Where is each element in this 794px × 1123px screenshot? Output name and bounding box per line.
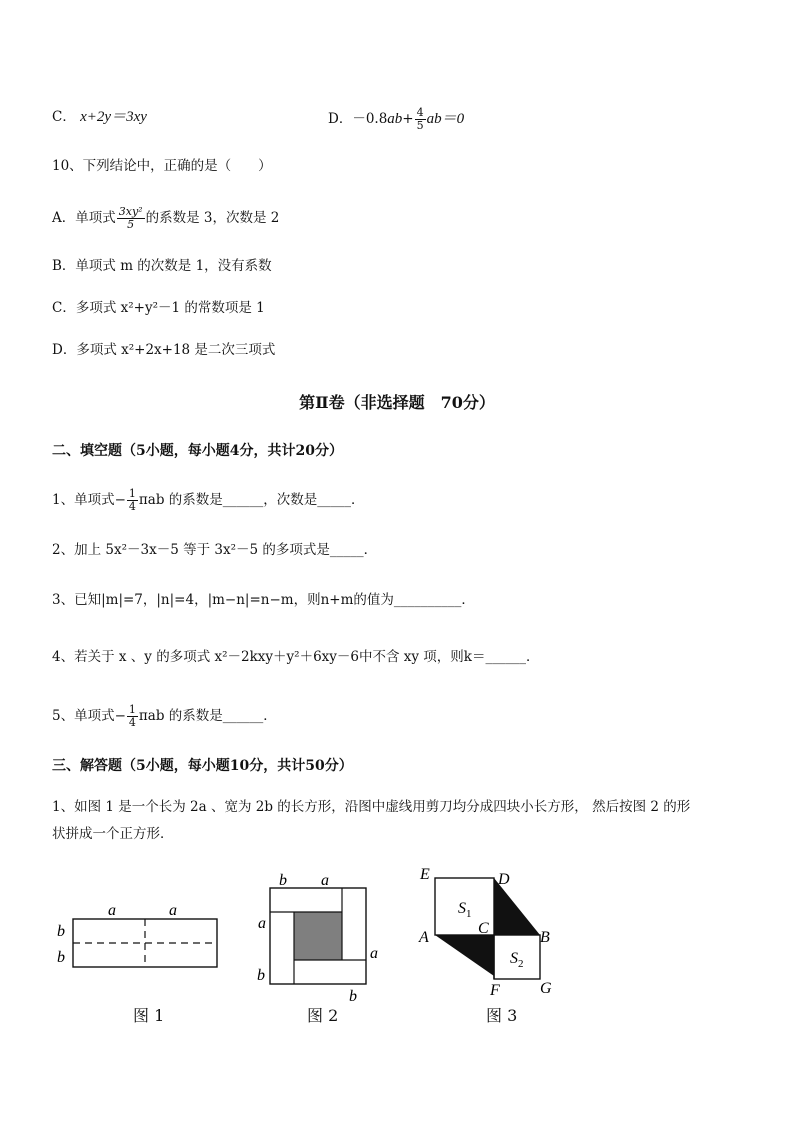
fig1-caption: 图 1 xyxy=(133,1006,165,1025)
fig3-caption: 图 3 xyxy=(486,1006,518,1025)
s2-q1-suffix: πab 的系数是______，次数是_____． xyxy=(138,492,365,508)
q9-d-ab1: ab xyxy=(387,111,403,127)
section2-title: 二、填空题（5小题，每小题4分，共计20分） xyxy=(52,443,343,459)
q10-option-d: D．多项式 x²+2x+18 是二次三项式 xyxy=(52,342,276,358)
fig3-left-triangle xyxy=(435,935,494,976)
fig2-label-a-left: a xyxy=(258,915,266,932)
q10-stem: 10、下列结论中，正确的是（ ） xyxy=(52,158,272,174)
s2-q1-numerator: 1 xyxy=(128,487,136,500)
figure-1 xyxy=(50,895,230,975)
fig3-label-a: A xyxy=(419,929,429,946)
s2-q5-denominator: 4 xyxy=(128,716,136,729)
fig2-label-a-right: a xyxy=(370,945,378,962)
s2-q4: 4、若关于 x 、y 的多项式 x²－2kxy＋y²＋6xy－6中不含 xy 项，则k＝______． xyxy=(52,649,540,665)
q9-d-plus: + xyxy=(402,111,414,127)
fig3-label-g: G xyxy=(540,980,552,997)
fig1-label-b-top: b xyxy=(57,923,65,940)
fig2-label-a-top: a xyxy=(321,872,329,889)
fig1-label-b-bottom: b xyxy=(57,949,65,966)
s3-q1-line2: 状拼成一个正方形． xyxy=(52,826,174,842)
q10-option-c: C．多项式 x²+y²－1 的常数项是 1 xyxy=(52,300,265,316)
section3-title: 三、解答题（5小题，每小题10分，共计50分） xyxy=(52,758,353,774)
q9-d-ab2: ab＝0 xyxy=(426,111,465,127)
s2-q1-fraction xyxy=(127,488,138,513)
fig3-label-s1: $S_1$ xyxy=(458,900,472,920)
fig3-label-e: E xyxy=(420,866,430,883)
fig3-label-f: F xyxy=(490,982,500,999)
fig1-label-a-right: a xyxy=(169,902,177,919)
fig3-label-d: D xyxy=(498,871,510,888)
part2-title: 第Ⅱ卷（非选择题 70分） xyxy=(299,393,495,412)
s3-q1-line1: 1、如图 1 是一个长为 2a 、宽为 2b 的长方形，沿图中虚线用剪刀均分成四块小长方形， 然后按图 2 的形 xyxy=(52,799,691,815)
fig2-label-b-bottom: b xyxy=(349,988,357,1005)
q10-a-fraction xyxy=(117,206,145,231)
figure-2 xyxy=(250,868,390,1008)
fig1-label-a-left: a xyxy=(108,902,116,919)
fig2-caption: 图 2 xyxy=(307,1006,339,1025)
s2-q5 xyxy=(52,704,277,729)
s2-q5-suffix: πab 的系数是______． xyxy=(138,708,277,724)
q9-c-expression: x+2y＝3xy xyxy=(80,109,147,125)
q9-option-c xyxy=(52,107,147,127)
q10-a-suffix: 的系数是 3，次数是 2 xyxy=(145,210,280,226)
fig2-inner-square xyxy=(294,912,342,960)
q10-option-b: B．单项式 m 的次数是 1，没有系数 xyxy=(52,258,272,274)
q9-option-d xyxy=(328,107,464,132)
s2-q5-sign: − xyxy=(114,708,126,724)
s2-q2: 2、加上 5x²－3x－5 等于 3x²－5 的多项式是_____． xyxy=(52,542,378,558)
s2-q5-numerator: 1 xyxy=(128,703,136,716)
q10-option-a xyxy=(52,206,279,231)
s2-q1-sign: − xyxy=(114,492,126,508)
q9-d-denominator: 5 xyxy=(416,119,424,132)
fig2-label-b-left: b xyxy=(257,967,265,984)
s2-q1-prefix: 1、单项式 xyxy=(52,492,115,508)
q10-a-prefix: A．单项式 xyxy=(52,210,116,226)
q9-c-label: C． xyxy=(52,109,76,125)
s2-q5-fraction xyxy=(127,704,138,729)
s2-q5-prefix: 5、单项式 xyxy=(52,708,115,724)
q9-d-fraction xyxy=(415,107,426,132)
fig3-label-s2: $S_2$ xyxy=(510,950,524,970)
fig3-label-c: C xyxy=(478,920,489,937)
q10-a-numerator: 3xy² xyxy=(118,205,143,218)
figure-3 xyxy=(410,862,570,1002)
q9-d-label: D．－0.8 xyxy=(328,111,388,127)
s2-q3: 3、已知|m|=7，|n|=4，|m−n|=n−m，则n+m的值为__________． xyxy=(52,592,475,608)
s2-q1 xyxy=(52,488,365,513)
q9-d-numerator: 4 xyxy=(416,106,424,119)
fig3-label-b: B xyxy=(540,929,550,946)
q10-a-denominator: 5 xyxy=(127,218,135,231)
s2-q1-denominator: 4 xyxy=(128,500,136,513)
fig2-label-b-top: b xyxy=(279,872,287,889)
